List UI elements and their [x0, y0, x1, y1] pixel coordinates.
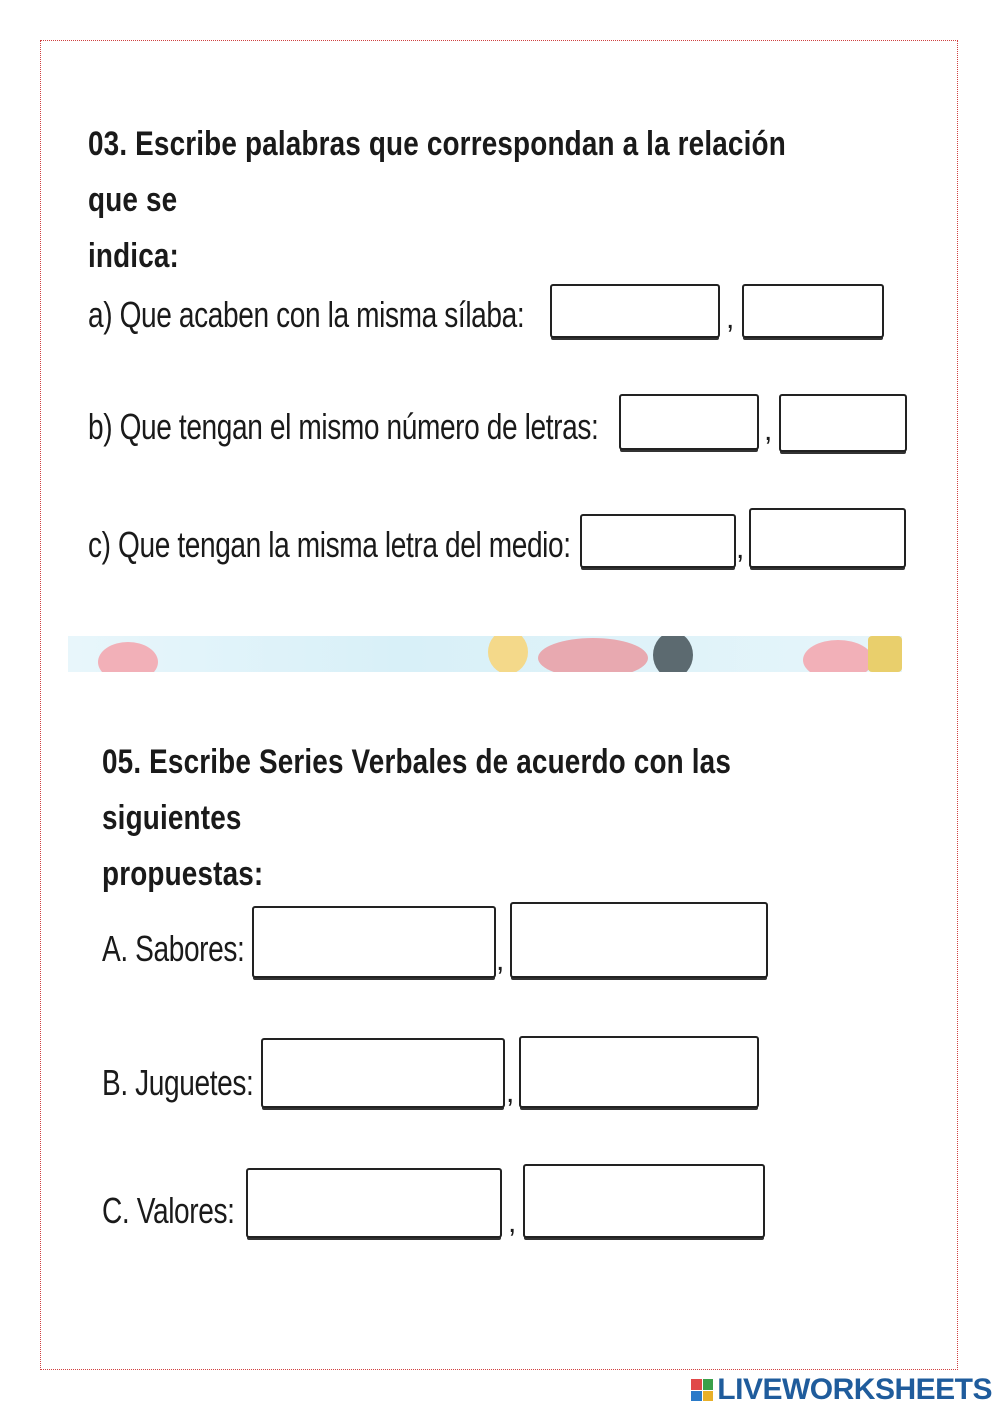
item-b-input-2[interactable]: [781, 396, 905, 450]
decorative-banner: [68, 636, 902, 672]
comma: ,: [764, 414, 773, 447]
item-c-input-2[interactable]: [751, 510, 904, 566]
section-05-title-line2: propuestas:: [102, 855, 264, 893]
section-05-title-line1: 05. Escribe Series Verbales de acuerdo con las siguientes: [102, 743, 731, 837]
liveworksheets-logo-text: LIVEWORKSHEETS: [717, 1373, 992, 1406]
section-03-title-line2: indica:: [88, 237, 180, 275]
decor-shape: [653, 636, 693, 672]
comma: ,: [508, 1206, 517, 1239]
item-A-input-2[interactable]: [512, 904, 766, 976]
decor-shape: [803, 640, 873, 672]
decor-shape: [98, 642, 158, 672]
item-c-input-1[interactable]: [582, 516, 734, 566]
item-C-answer-1[interactable]: [246, 1168, 502, 1238]
liveworksheets-logo-icon: [691, 1379, 713, 1401]
comma: ,: [496, 944, 505, 977]
item-C-answer-2[interactable]: [523, 1164, 765, 1238]
item-a-answer-1[interactable]: [550, 284, 720, 338]
section-03-title: [88, 116, 836, 284]
item-B-answer-2[interactable]: [519, 1036, 759, 1108]
item-a-answer-2[interactable]: [742, 284, 884, 338]
liveworksheets-logo[interactable]: [691, 1373, 992, 1407]
item-b-answer-2[interactable]: [779, 394, 907, 452]
item-A-answer-2[interactable]: [510, 902, 768, 978]
item-A-input-1[interactable]: [254, 908, 494, 976]
item-c-label: c) Que tengan la misma letra del medio:: [88, 524, 571, 565]
item-A-label: A. Sabores:: [102, 928, 245, 969]
item-b-label: b) Que tengan el mismo número de letras:: [88, 406, 599, 447]
decor-shape: [538, 638, 648, 672]
item-c-answer-2[interactable]: [749, 508, 906, 568]
item-b-answer-1[interactable]: [619, 394, 759, 450]
item-B-input-1[interactable]: [263, 1040, 503, 1106]
comma: ,: [736, 532, 745, 565]
section-05-title: [102, 734, 838, 902]
item-b-input-1[interactable]: [621, 396, 757, 448]
item-B-input-2[interactable]: [521, 1038, 757, 1106]
comma: ,: [726, 302, 735, 335]
item-a-input-2[interactable]: [744, 286, 882, 336]
decor-shape: [868, 636, 902, 672]
item-B-answer-1[interactable]: [261, 1038, 505, 1108]
item-C-input-1[interactable]: [248, 1170, 500, 1236]
item-C-label: C. Valores:: [102, 1190, 235, 1231]
item-A-answer-1[interactable]: [252, 906, 496, 978]
item-a-input-1[interactable]: [552, 286, 718, 336]
item-c-answer-1[interactable]: [580, 514, 736, 568]
item-B-label: B. Juguetes:: [102, 1062, 254, 1103]
item-a-label: a) Que acaben con la misma sílaba:: [88, 294, 525, 335]
item-C-input-2[interactable]: [525, 1166, 763, 1236]
section-03-title-line1: 03. Escribe palabras que correspondan a la relación que se: [88, 125, 786, 219]
decor-shape: [488, 636, 528, 672]
comma: ,: [506, 1076, 515, 1109]
